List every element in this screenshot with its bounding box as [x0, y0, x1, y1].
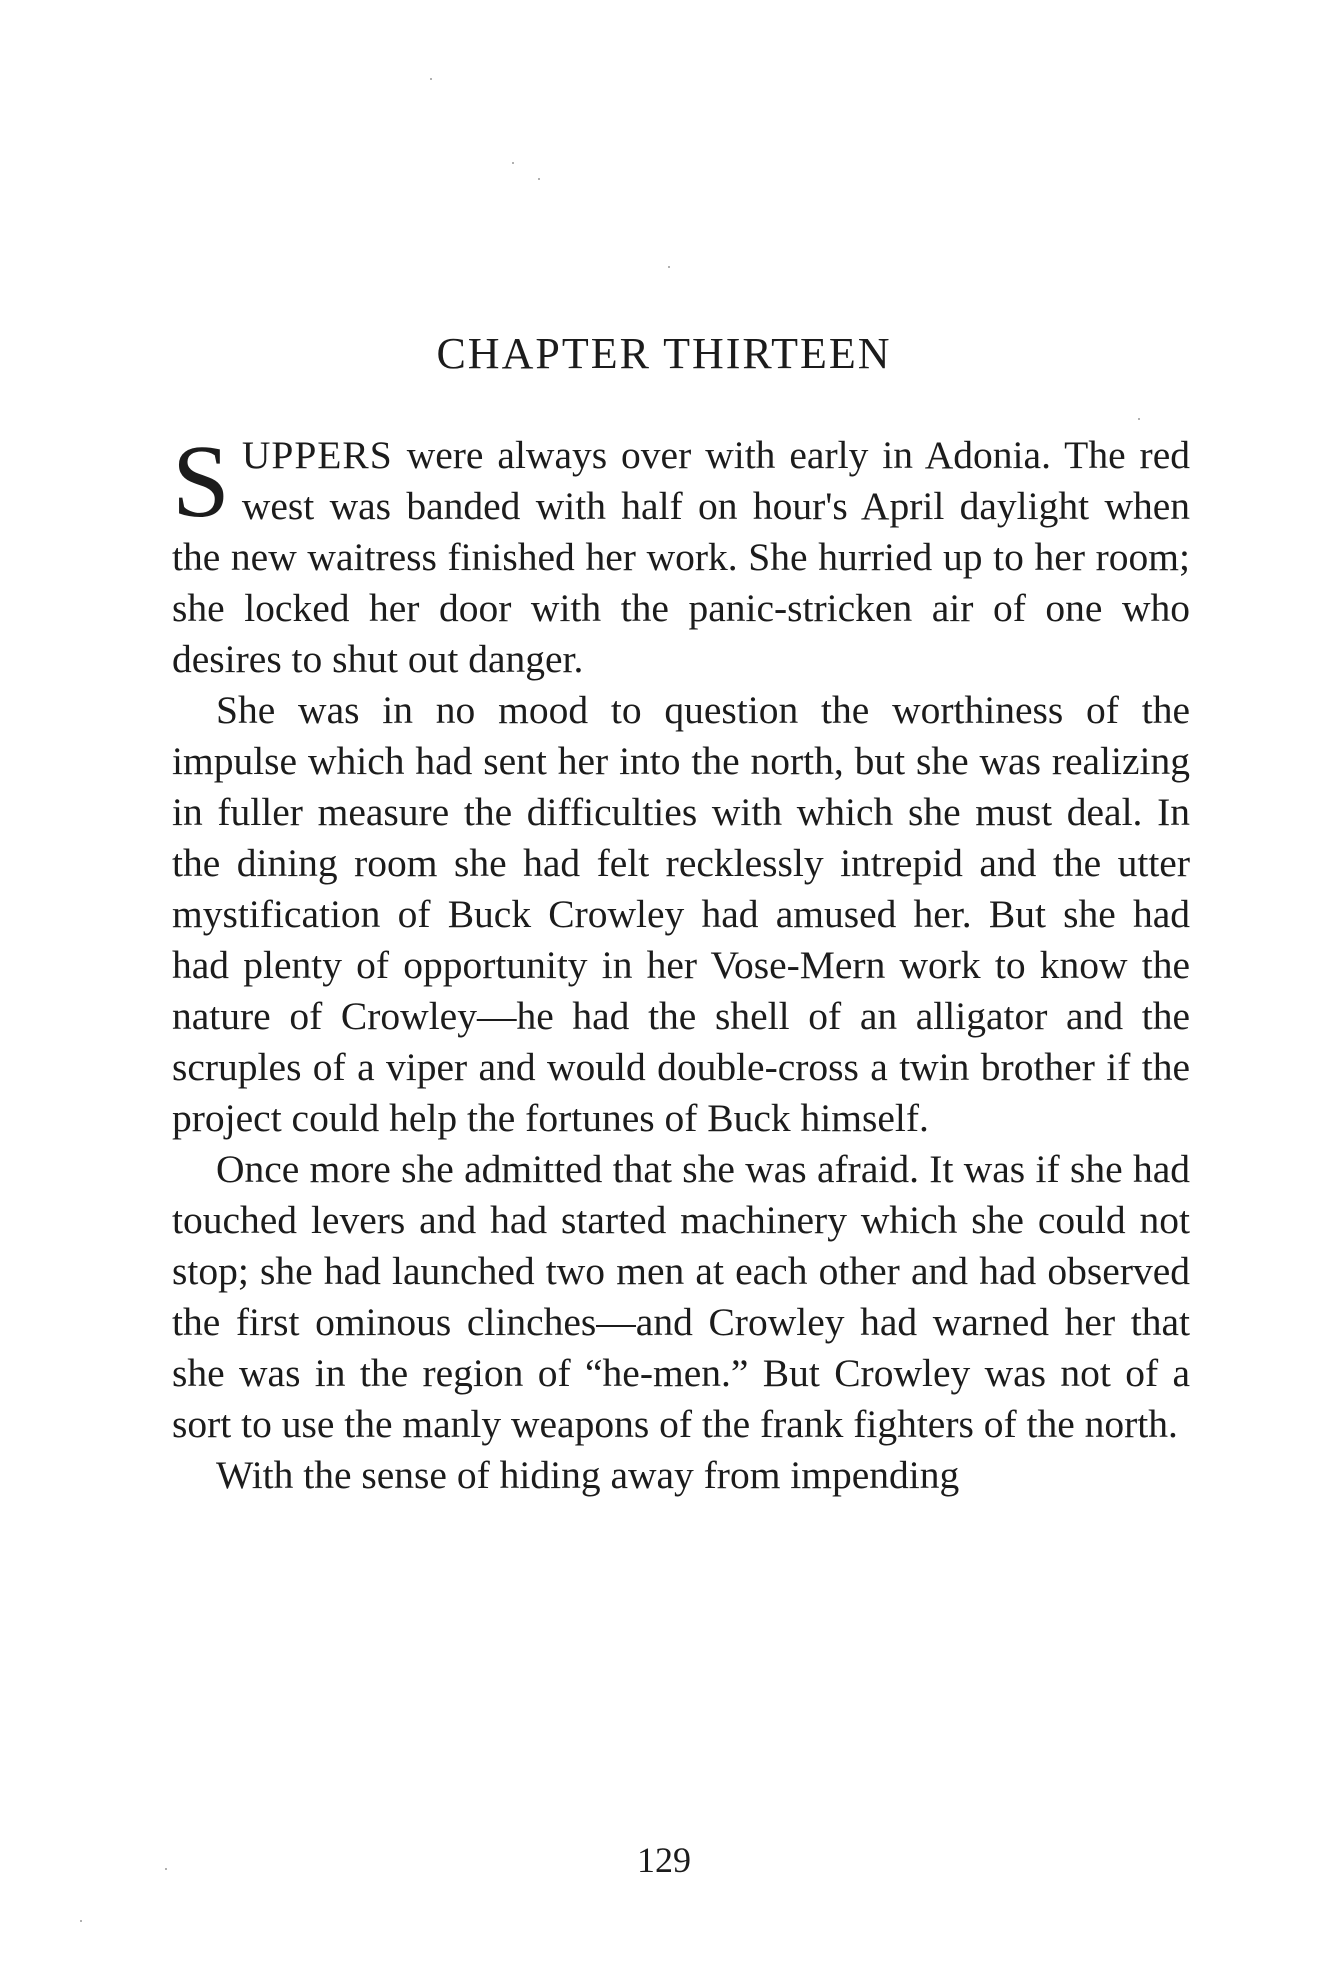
paragraph-1 [172, 424, 1190, 685]
paper-speck [512, 162, 514, 164]
paper-speck [430, 78, 432, 80]
paragraph-2: She was in no mood to question the worthiness of the impulse which had sent her into the north, but she was realizing in fuller measure the difficulties with which she must deal. In the dining room she had felt recklessly intrepid and the utter mystification of Buck Crowley had amused her. But she had had plenty of opportunity in her Vose-Mern work to know the nature of Crowley—he had the shell of an alligator and the scruples of a viper and would double-cross a twin brother if the project could help the fortunes of Buck himself. [172, 688, 1190, 1140]
paragraph-4: With the sense of hiding away from impending [216, 1453, 960, 1497]
paper-speck [1138, 418, 1140, 420]
drop-cap: S [172, 424, 230, 539]
paper-speck [668, 266, 670, 268]
paper-speck [80, 1920, 82, 1922]
page-number: 129 [637, 1840, 691, 1880]
paper-speck [538, 178, 540, 180]
body-text [172, 424, 1190, 1501]
paragraph-3: Once more she admitted that she was afraid. It was if she had touched levers and had started machinery which she could not stop; she had launched two men at each other and had observed the first ominous clinches—and Crowley had warned her that she was in the region of “he-men.” But Crowley was not of a sort to use the manly weapons of the frank fighters of the north. [172, 1147, 1190, 1446]
paragraph-lead-word: UPPERS [241, 433, 393, 477]
paragraph-text: were always over with early in Adonia. The red west was banded with half on hour's April daylight when the new waitress finished her work. She hurried up to her room; she locked her door with the panic-stricken air of one who desires to shut out danger. [172, 433, 1190, 681]
chapter-title: CHAPTER THIRTEEN [436, 329, 892, 378]
